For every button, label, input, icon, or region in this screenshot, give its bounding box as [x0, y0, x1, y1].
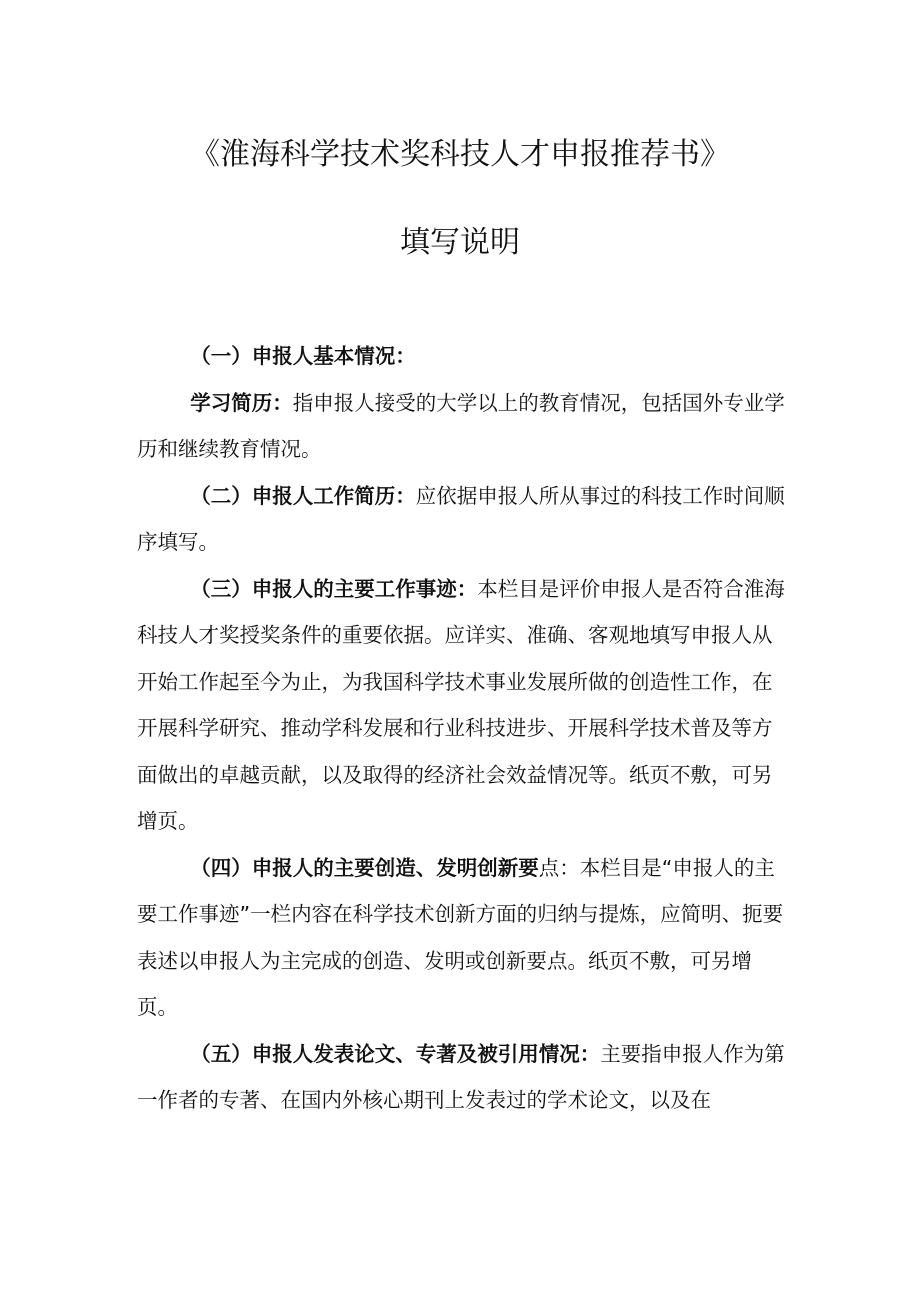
section-heading: （四）申报人的主要创造、发明创新要	[190, 855, 539, 880]
document-subtitle: 填写说明	[400, 225, 520, 260]
section-text: 点：本栏目是“申报人的主要工作事迹”一栏内容在科学技术创新方面的归纳与提炼，应简明、扼要表述以申报人为主完成的创造、发明或创新要点。纸页不敷，可另增页。	[137, 855, 784, 1019]
section-text: 应依据申报人所从事过的科技工作时间顺序填写。	[137, 483, 785, 554]
section-publications	[137, 1031, 789, 1124]
section-basic-info	[137, 333, 789, 380]
section-text: 主要指申报人作为第一作者的专著、在国内外核心期刊上发表过的学术论文，以及在	[137, 1041, 785, 1112]
section-text: 本栏目是评价申报人是否符合淮海科技人才奖授奖条件的重要依据。应详实、准确、客观地填写申报人从开始工作起至今为止，为我国科学技术事业发展所做的创造性工作，在开展科学研究、推动学科发展和行业科技进步、开展科学技术普及等方面做出的卓越贡献，以及取得的经济社会效益情况等。纸页不敷，可另增页。	[137, 576, 785, 833]
section-education	[137, 380, 789, 473]
document-title: 《淮海科学技术奖科技人才申报推荐书》	[190, 137, 730, 172]
instructions-body	[137, 333, 789, 1124]
section-heading: （五）申报人发表论文、专著及被引用情况：	[190, 1041, 601, 1066]
section-heading: （三）申报人的主要工作事迹：	[190, 576, 478, 601]
section-main-achievements	[137, 566, 789, 845]
section-innovations	[137, 845, 789, 1031]
section-heading: （二）申报人工作简历：	[190, 483, 416, 508]
section-heading: （一）申报人基本情况：	[190, 344, 416, 368]
section-work-history	[137, 473, 789, 566]
section-heading: 学习简历：	[190, 390, 293, 415]
section-text: 指申报人接受的大学以上的教育情况，包括国外专业学历和继续教育情况。	[137, 390, 785, 461]
